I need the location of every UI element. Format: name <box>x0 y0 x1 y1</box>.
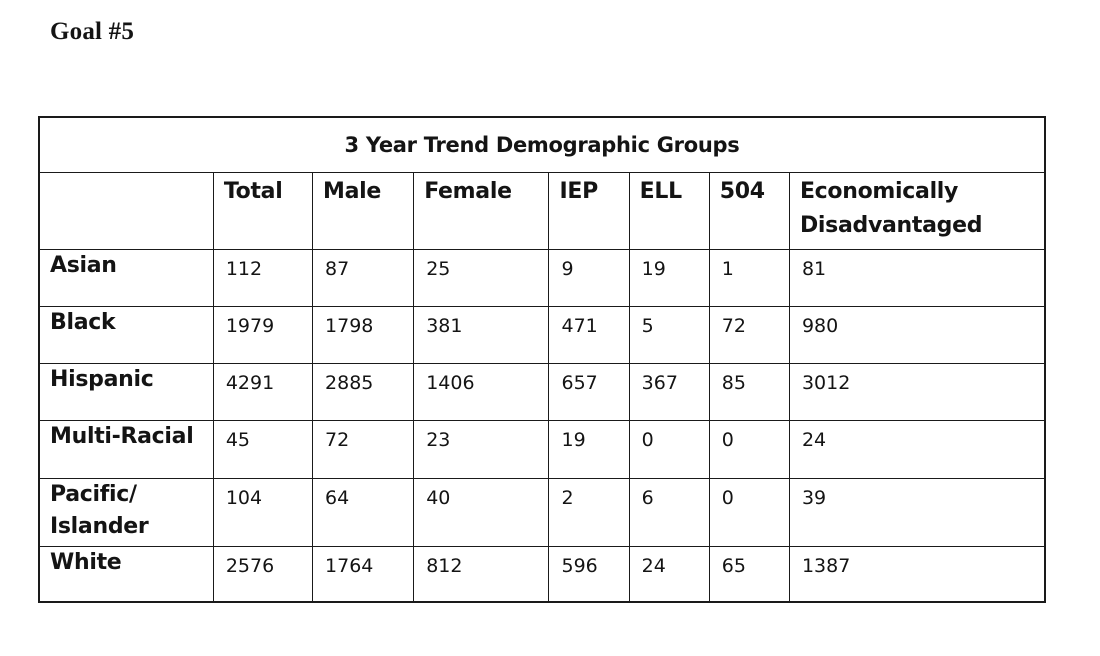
row-label: White <box>39 547 213 602</box>
column-header-blank <box>39 173 213 250</box>
table-cell: 23 <box>414 421 549 479</box>
table-cell: 2885 <box>313 364 414 421</box>
column-header-economically-disadvantaged: Economically Disadvantaged <box>789 173 1045 250</box>
table-cell: 19 <box>629 250 709 307</box>
column-header-total: Total <box>213 173 312 250</box>
table-cell: 0 <box>629 421 709 479</box>
table-cell: 1798 <box>313 307 414 364</box>
table-cell: 381 <box>414 307 549 364</box>
table-cell: 65 <box>709 547 789 602</box>
column-header-male: Male <box>313 173 414 250</box>
column-header-row <box>39 173 1045 250</box>
table-cell: 85 <box>709 364 789 421</box>
table-cell: 812 <box>414 547 549 602</box>
row-label: Asian <box>39 250 213 307</box>
column-header-iep: IEP <box>549 173 629 250</box>
table-cell: 1406 <box>414 364 549 421</box>
table-title-row <box>39 117 1045 173</box>
table-cell: 2 <box>549 479 629 547</box>
table-cell: 657 <box>549 364 629 421</box>
table-cell: 471 <box>549 307 629 364</box>
table-cell: 4291 <box>213 364 312 421</box>
table-row <box>39 479 1045 547</box>
table-cell: 25 <box>414 250 549 307</box>
table-cell: 45 <box>213 421 312 479</box>
table-cell: 3012 <box>789 364 1045 421</box>
table-cell: 367 <box>629 364 709 421</box>
table-row <box>39 250 1045 307</box>
table-cell: 87 <box>313 250 414 307</box>
table-cell: 5 <box>629 307 709 364</box>
table-row <box>39 364 1045 421</box>
page-heading: Goal #5 <box>50 18 135 45</box>
table-cell: 40 <box>414 479 549 547</box>
table-row <box>39 547 1045 602</box>
table-row <box>39 307 1045 364</box>
table-cell: 9 <box>549 250 629 307</box>
row-label: Black <box>39 307 213 364</box>
row-label: Pacific/ Islander <box>39 479 213 547</box>
table-cell: 39 <box>789 479 1045 547</box>
column-header-female: Female <box>414 173 549 250</box>
table-cell: 72 <box>313 421 414 479</box>
table-cell: 81 <box>789 250 1045 307</box>
column-header-504: 504 <box>709 173 789 250</box>
table-cell: 112 <box>213 250 312 307</box>
table-cell: 19 <box>549 421 629 479</box>
table-cell: 104 <box>213 479 312 547</box>
table-title: 3 Year Trend Demographic Groups <box>39 117 1045 173</box>
table-cell: 1 <box>709 250 789 307</box>
column-header-ell: ELL <box>629 173 709 250</box>
table-cell: 24 <box>629 547 709 602</box>
table-cell: 596 <box>549 547 629 602</box>
demographic-trend-table <box>38 116 1046 603</box>
table-cell: 64 <box>313 479 414 547</box>
table-cell: 980 <box>789 307 1045 364</box>
row-label: Multi-Racial <box>39 421 213 479</box>
table-cell: 1979 <box>213 307 312 364</box>
table-cell: 24 <box>789 421 1045 479</box>
table-cell: 1764 <box>313 547 414 602</box>
table-cell: 0 <box>709 479 789 547</box>
table-cell: 0 <box>709 421 789 479</box>
table-cell: 72 <box>709 307 789 364</box>
table-row <box>39 421 1045 479</box>
table-cell: 2576 <box>213 547 312 602</box>
table-cell: 1387 <box>789 547 1045 602</box>
row-label: Hispanic <box>39 364 213 421</box>
table-cell: 6 <box>629 479 709 547</box>
